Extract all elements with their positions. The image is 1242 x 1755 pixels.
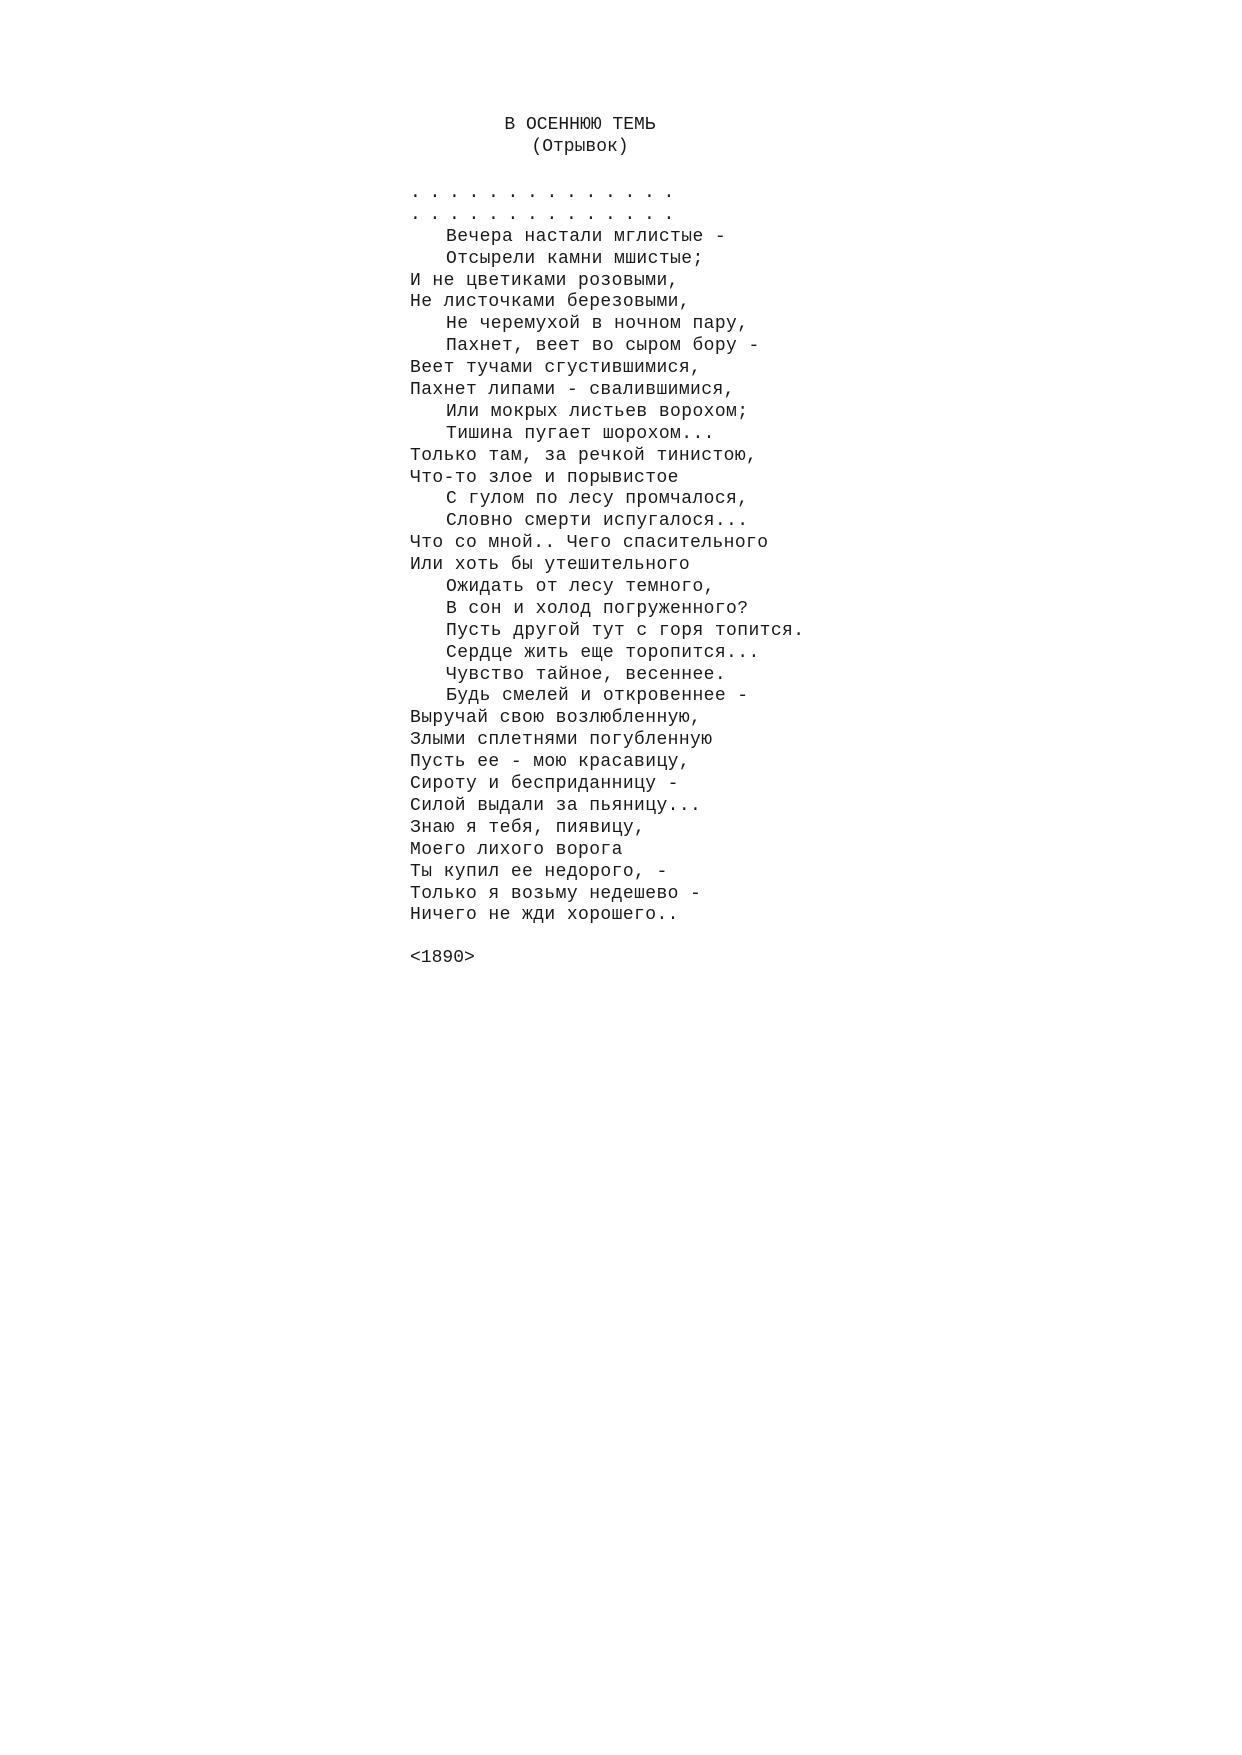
poem-line: Только я возьму недешево - <box>410 883 702 904</box>
poem-line: Чувство тайное, весеннее. <box>446 664 727 685</box>
poem-line: Пахнет липами - свалившимися, <box>410 380 735 401</box>
poem-line: Вечера настали мглистые - <box>446 226 727 247</box>
poem-line: Или хоть бы утешительного <box>410 555 691 576</box>
poem-line: Что-то злое и порывистое <box>410 467 679 488</box>
poem-line: В сон и холод погруженного? <box>446 598 749 619</box>
poem-line: Только там, за речкой тинистою, <box>410 445 758 466</box>
poem-body <box>410 183 804 927</box>
poem-line: С гулом по лесу промчалося, <box>446 489 749 510</box>
poem-line: Отсырели камни мшистые; <box>446 248 704 269</box>
poem-line: Сердце жить еще торопится... <box>446 642 760 663</box>
poem-line: Сироту и бесприданницу - <box>410 774 679 795</box>
poem-line: Словно смерти испугалося... <box>446 511 749 532</box>
poem-line: Выручай свою возлюбленную, <box>410 708 702 729</box>
poem-line: Не листочками березовыми, <box>410 292 691 313</box>
poem-line: Ничего не жди хорошего.. <box>410 905 679 926</box>
poem-line: И не цветиками розовыми, <box>410 270 679 291</box>
poem-line: Не черемухой в ночном пару, <box>446 314 749 335</box>
poem-line: Будь смелей и откровеннее - <box>446 686 749 707</box>
poem-date: <1890> <box>410 948 475 968</box>
ellipsis-line: .............. <box>410 204 684 225</box>
title-block <box>410 114 750 158</box>
poem-line: Злыми сплетнями погубленную <box>410 730 713 751</box>
poem-line: Ожидать от лесу темного, <box>446 577 715 598</box>
poem-line: Знаю я тебя, пиявицу, <box>410 817 646 838</box>
poem-line: Ты купил ее недорого, - <box>410 861 668 882</box>
poem-line: Или мокрых листьев ворохом; <box>446 401 749 422</box>
poem-line: Силой выдали за пьяницу... <box>410 795 702 816</box>
poem-line: Пахнет, веет во сыром бору - <box>446 336 760 357</box>
ellipsis-line: .............. <box>410 183 684 203</box>
poem-line: Пусть другой тут с горя топится. <box>446 620 805 641</box>
poem-title: В ОСЕННЮЮ ТЕМЬ <box>504 115 656 135</box>
poem-line: Что со мной.. Чего спасительного <box>410 533 769 554</box>
poem-line: Веет тучами сгустившимися, <box>410 358 702 379</box>
poem-line: Тишина пугает шорохом... <box>446 423 715 444</box>
poem-subtitle: (Отрывок) <box>531 137 629 157</box>
poem-line: Моего лихого ворога <box>410 839 623 860</box>
poem-line: Пусть ее - мою красавицу, <box>410 752 691 773</box>
